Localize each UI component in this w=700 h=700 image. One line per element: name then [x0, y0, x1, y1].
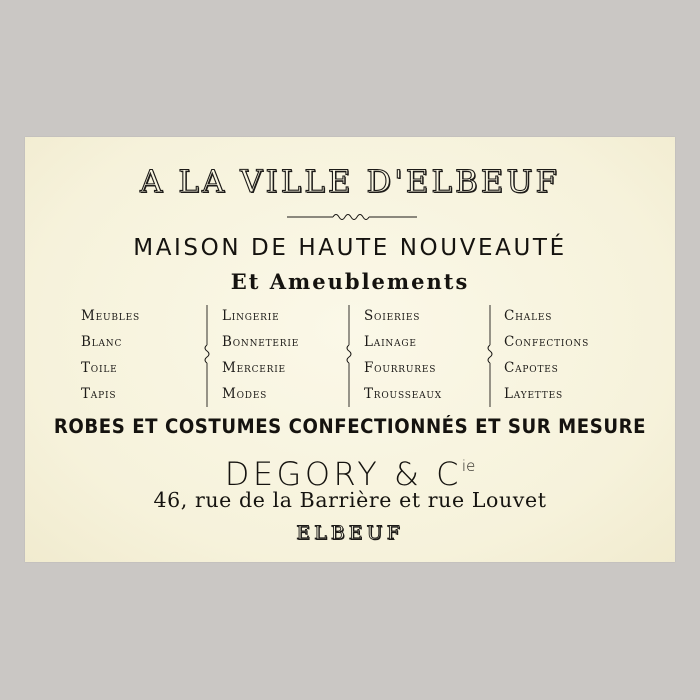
column-separator [344, 305, 354, 407]
goods-item: Fourrures [364, 360, 437, 376]
trade-card [25, 137, 675, 562]
merchant-city: ELBEUF [296, 522, 404, 544]
goods-item: Chales [504, 308, 553, 324]
goods-item: Mercerie [222, 360, 286, 376]
goods-column-1 [81, 303, 216, 407]
goods-item: Lingerie [222, 308, 280, 324]
merchant-name-sup: ie [461, 457, 476, 475]
flourish-divider [287, 211, 417, 223]
goods-column-2 [222, 303, 357, 407]
goods-item: Soieries [364, 308, 421, 324]
goods-item: Blanc [81, 334, 123, 350]
goods-item: Tapis [81, 386, 117, 402]
goods-item: Bonneterie [222, 334, 300, 350]
goods-column-3 [364, 303, 499, 407]
column-separator [485, 305, 495, 407]
goods-column-4 [504, 303, 639, 407]
card-subtitle: MAISON DE HAUTE NOUVEAUTÉ [133, 235, 567, 261]
column-separator [202, 305, 212, 407]
goods-item: Trousseaux [364, 386, 442, 402]
card-tagline: Et Ameublements [230, 269, 470, 294]
card-title: A LA VILLE D'ELBEUF [140, 164, 560, 200]
goods-item: Meubles [81, 308, 140, 324]
goods-columns [81, 303, 641, 403]
goods-item: Confections [504, 334, 590, 350]
goods-item: Modes [222, 386, 268, 402]
merchant-address: 46, rue de la Barrière et rue Louvet [153, 488, 547, 512]
goods-item: Lainage [364, 334, 417, 350]
merchant-name-text: DEGORY & C [224, 455, 462, 493]
goods-item: Toile [81, 360, 118, 376]
goods-item: Capotes [504, 360, 559, 376]
robes-line: ROBES ET COSTUMES CONFECTIONNÉS ET SUR MESURE [53, 415, 647, 438]
goods-item: Layettes [504, 386, 563, 402]
